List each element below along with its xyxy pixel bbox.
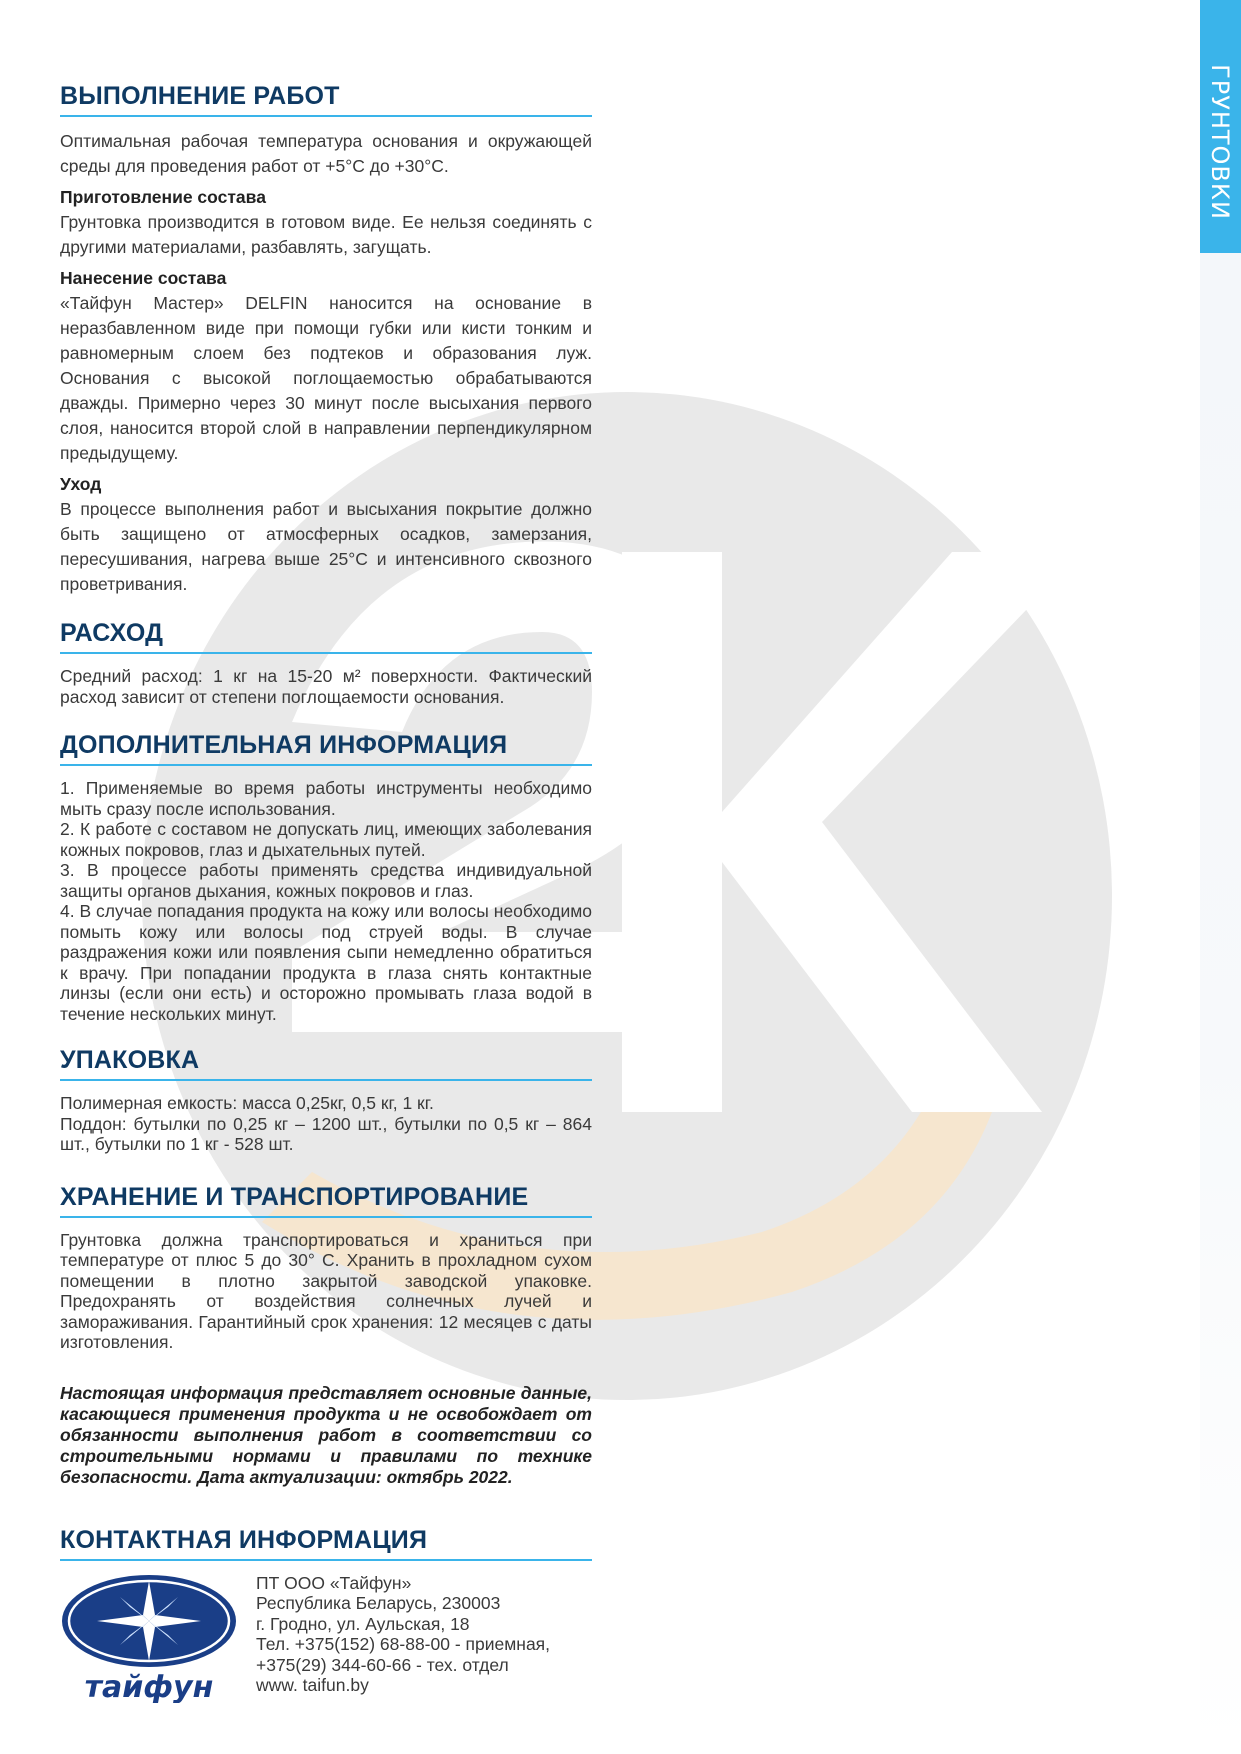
company-logo xyxy=(60,1573,256,1708)
document-body xyxy=(60,82,592,1708)
contact-company: ПТ ООО «Тайфун» xyxy=(256,1572,412,1593)
heading-contact: КОНТАКТНАЯ ИНФОРМАЦИЯ xyxy=(60,1526,592,1561)
svg-text:тайфун: тайфун xyxy=(84,1669,214,1703)
works-intro: Оптимальная рабочая температура основания и окружающей среды для проведения работ от +5°С до +30°С. xyxy=(60,131,592,176)
subheading-apply: Нанесение состава xyxy=(60,268,227,288)
contact-address-2: г. Гродно, ул. Аульская, 18 xyxy=(256,1613,470,1634)
subheading-care: Уход xyxy=(60,474,102,494)
section-works xyxy=(60,82,592,597)
contact-block xyxy=(60,1573,592,1708)
section-consumption xyxy=(60,619,592,707)
contact-address-1: Республика Беларусь, 230003 xyxy=(256,1593,501,1613)
heading-additional: ДОПОЛНИТЕЛЬНАЯ ИНФОРМАЦИЯ xyxy=(60,731,592,766)
heading-storage: ХРАНЕНИЕ И ТРАНСПОРТИРОВАНИЕ xyxy=(60,1183,592,1218)
additional-item-2: 2. К работе с составом не допускать лиц, имеющих заболевания кожных покровов, глаз и дыхательных путей. xyxy=(60,819,592,860)
subheading-prep: Приготовление состава xyxy=(60,187,266,207)
contact-phone-1: Тел. +375(152) 68-88-00 - приемная, xyxy=(256,1634,551,1654)
packaging-line-1: Полимерная емкость: масса 0,25кг, 0,5 кг, 1 кг. xyxy=(60,1093,434,1113)
contact-phone-2: +375(29) 344-60-66 - тех. отдел xyxy=(256,1654,509,1675)
heading-consumption: РАСХОД xyxy=(60,619,592,654)
heading-works: ВЫПОЛНЕНИЕ РАБОТ xyxy=(60,82,592,117)
compass-icon xyxy=(60,1573,238,1703)
additional-item-1: 1. Применяемые во время работы инструменты необходимо мыть сразу после использования. xyxy=(60,778,592,819)
storage-text: Грунтовка должна транспортироваться и храниться при температуре от плюс 5 до 30° С. Хранить в прохладном сухом помещении в плотно закрытой заводской упаковке. Предохранять от воздействия солнечных лучей и замораживания. Гарантийный срок хранения: 12 месяцев с даты изготовления. xyxy=(60,1229,592,1352)
packaging-line-2: Поддон: бутылки по 0,25 кг – 1200 шт., бутылки по 0,5 кг – 864 шт., бутылки по 1 кг - 528 шт. xyxy=(60,1113,592,1154)
sidebar-strip xyxy=(1200,0,1241,1754)
apply-text: «Тайфун Мастер» DELFIN наносится на основание в неразбавленном виде при помощи губки или кисти тонким и равномерным слоем без подтеков и образования луж. Основания с высокой поглощаемостью обрабатываются дважды. Примерно через 30 минут после высыхания первого слоя, наносится второй слой в направлении перпендикулярном предыдущему. xyxy=(60,293,592,463)
section-contact xyxy=(60,1526,592,1708)
section-additional xyxy=(60,731,592,1024)
contact-website[interactable]: www. taifun.by xyxy=(256,1675,369,1695)
disclaimer-text: Настоящая информация представляет основные данные, касающиеся применения продукта и не освобождает от обязанности выполнения работ в соответствии со строительными нормами и правилами по технике безопасности. Дата актуализации: октябрь 2022. xyxy=(60,1382,592,1487)
contact-details xyxy=(256,1573,550,1708)
care-text: В процессе выполнения работ и высыхания покрытие должно быть защищено от атмосферных осадков, замерзания, пересушивания, нагрева выше 25°С и интенсивного сквозного проветривания. xyxy=(60,499,592,594)
section-storage xyxy=(60,1183,592,1353)
additional-item-3: 3. В процессе работы применять средства индивидуальной защиты органов дыхания, кожных покровов и глаз. xyxy=(60,860,592,901)
section-packaging xyxy=(60,1046,592,1155)
additional-item-4: 4. В случае попадания продукта на кожу или волосы необходимо помыть кожу или волосы под струей воды. В случае раздражения кожи или появления сыпи немедленно обратиться к врачу. При попадании продукта в глаза снять контактные линзы (если они есть) и осторожно промывать глаза водой в течение нескольких минут. xyxy=(60,901,592,1024)
prep-text: Грунтовка производится в готовом виде. Ее нельзя соединять с другими материалами, разбавлять, загущать. xyxy=(60,212,592,257)
heading-packaging: УПАКОВКА xyxy=(60,1046,592,1081)
section-disclaimer xyxy=(60,1383,592,1488)
consumption-text: Средний расход: 1 кг на 15-20 м² поверхности. Фактический расход зависит от степени поглощаемости основания. xyxy=(60,666,592,707)
sidebar-label: ГРУНТОВКИ xyxy=(1206,64,1234,220)
